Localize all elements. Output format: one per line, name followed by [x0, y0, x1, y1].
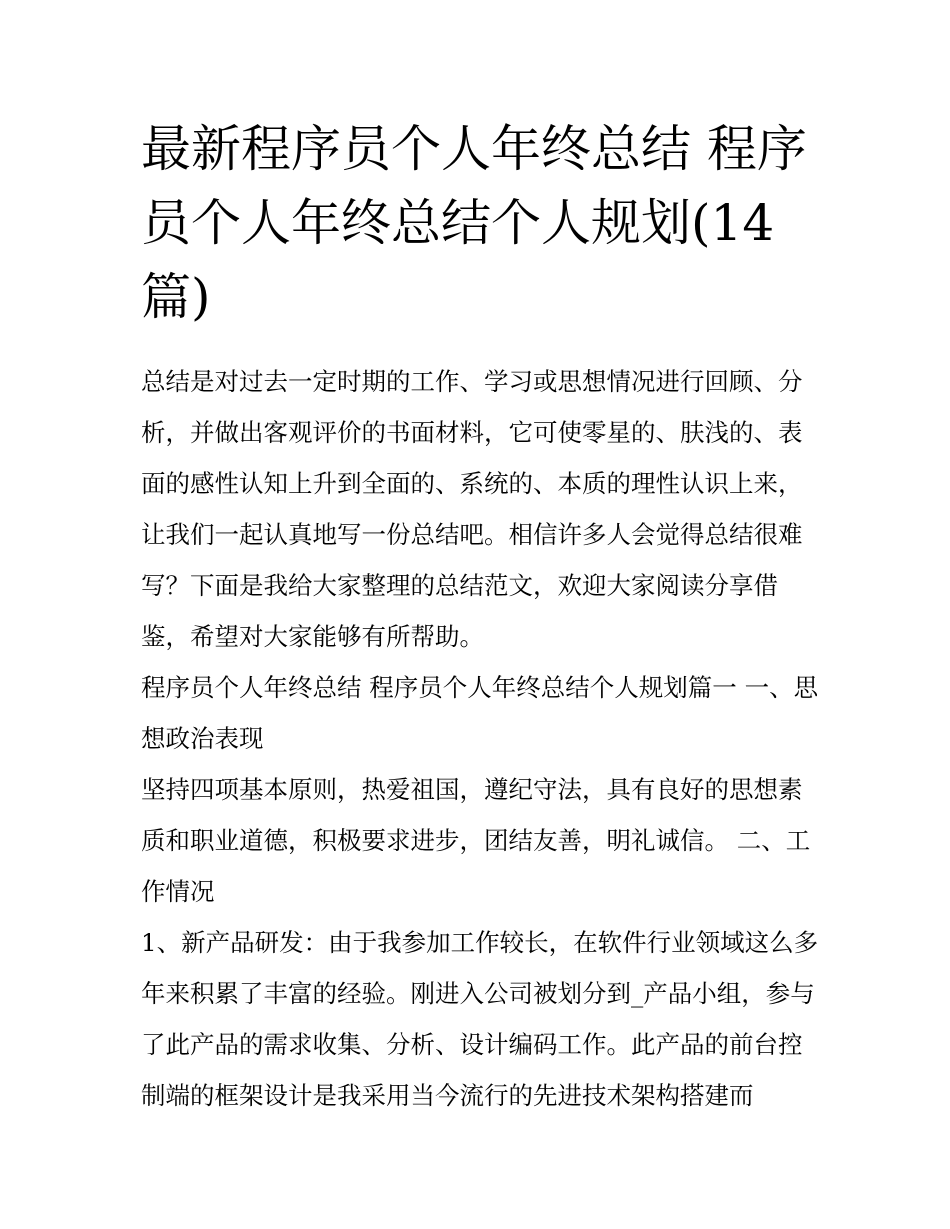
- paragraph-section-heading: 程序员个人年终总结 程序员个人年终总结个人规划篇一 一、思想政治表现: [141, 673, 819, 753]
- paragraph-intro: 总结是对过去一定时期的工作、学习或思想情况进行回顾、分析，并做出客观评价的书面材料，它可使零星的、肤浅的、表面的感性认知上升到全面的、系统的、本质的理性认识上来，让我们一起认真地写一份总结吧。相信许多人会觉得总结很难写？下面是我给大家整理的总结范文，欢迎大家阅读分享借鉴，希望对大家能够有所帮助。: [141, 367, 803, 651]
- document-body: [141, 356, 821, 1121]
- document-title: 最新程序员个人年终总结 程序员个人年终总结个人规划(14篇): [141, 120, 807, 326]
- paragraph-work: 1、新产品研发：由于我参加工作较长，在软件行业领域这么多年来积累了丰富的经验。刚进入公司被划分到_产品小组，参与了此产品的需求收集、分析、设计编码工作。此产品的前台控制端的框架设计是我采用当今流行的先进技术架构搭建而: [141, 928, 819, 1110]
- paragraph-political: 坚持四项基本原则，热爱祖国，遵纪守法，具有良好的思想素质和职业道德，积极要求进步，团结友善，明礼诚信。 二、工作情况: [141, 775, 811, 906]
